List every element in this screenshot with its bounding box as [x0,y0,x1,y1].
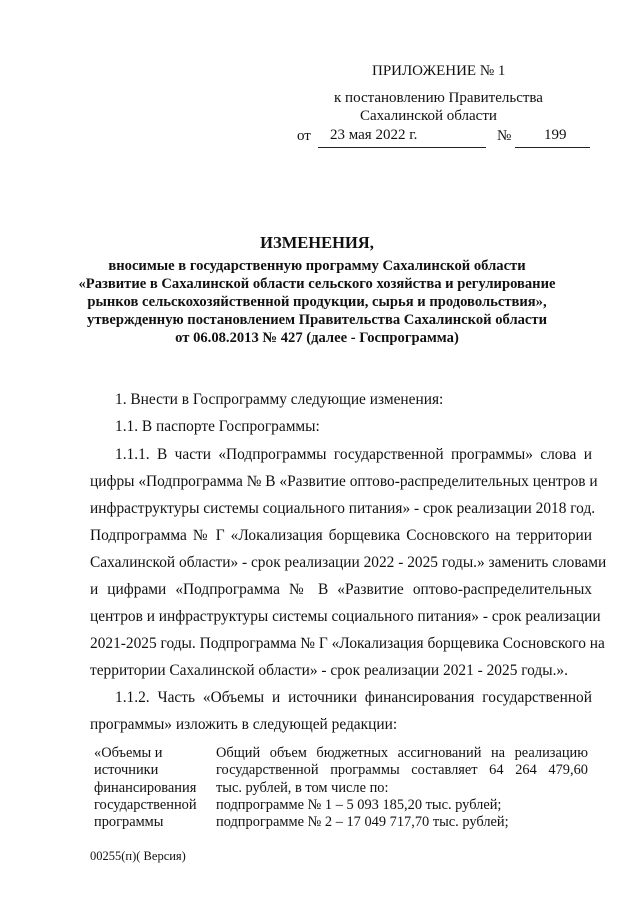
table-left-line: государственной [94,796,197,813]
date-label: от [297,128,311,144]
paragraph-line: 1.1.1. В части «Подпрограммы государственной программы» слова и [115,446,592,463]
paragraph-line: территории Сахалинской области» - срок реализации 2021 - 2025 годы.». [90,662,568,679]
table-left-cell [94,745,197,831]
table-right-cell [216,745,588,831]
title-line: «Развитие в Сахалинской области сельского хозяйства и регулирование [78,276,556,292]
title-line: рынков сельскохозяйственной продукции, сырья и продовольствия», [87,294,547,310]
table-right-line: тыс. рублей, в том числе по: [216,779,389,796]
number-underline [515,147,590,148]
table-right-line: Общий объем бюджетных ассигнований на реализацию [216,745,588,761]
table-left-line: источники [94,762,159,779]
paragraph-line: инфраструктуры системы социального питания» - срок реализации 2018 год. [90,500,596,517]
paragraph-line: 2021-2025 годы. Подпрограмма № Г «Локализация борщевика Сосновского на [90,635,605,652]
resolution-reference: к постановлению Правительства [334,90,543,106]
title-line: от 06.08.2013 № 427 (далее - Госпрограмма) [175,330,459,346]
table-right-line: подпрограмме № 1 – 5 093 185,20 тыс. рублей; [216,796,502,813]
paragraph-line: 1.1.2. Часть «Объемы и источники финансирования государственной [115,689,592,706]
table-left-line: «Объемы и [94,745,163,761]
item-1-1: 1.1. В паспорте Госпрограммы: [115,418,320,435]
item-1: 1. Внести в Госпрограмму следующие изменения: [115,391,444,408]
table-left-line: программы [94,814,164,831]
resolution-date: 23 мая 2022 г. [330,127,418,143]
paragraph-line: Подпрограмма № Г «Локализация борщевика Сосновского на территории [90,527,592,544]
table-left-line: финансирования [94,779,197,796]
paragraph-line: Сахалинской области» - срок реализации 2022 - 2025 годы.» заменить словами [90,554,607,571]
document-code: 00255(п)( Версия) [90,849,186,863]
paragraph-line: и цифрами «Подпрограмма № В «Развитие оптово-распределительных [90,581,592,598]
table-right-line: подпрограмме № 2 – 17 049 717,70 тыс. рублей; [216,814,509,831]
title-line: вносимые в государственную программу Сахалинской области [108,258,526,274]
table-right-line: государственной программы составляет 64 264 479,60 [216,762,588,779]
resolution-number: 199 [544,127,567,143]
date-underline [318,147,486,148]
paragraph-line: цифры «Подпрограмма № В «Развитие оптово-распределительных центров и [90,473,598,490]
paragraph-line: программы» изложить в следующей редакции: [90,716,398,733]
title-line: утвержденную постановлением Правительства Сахалинской области [87,312,547,328]
appendix-label: ПРИЛОЖЕНИЕ № 1 [372,63,506,79]
number-label: № [497,128,512,144]
region-name: Сахалинской области [360,108,497,124]
paragraph-line: центров и инфраструктуры системы социального питания» - срок реализации [90,608,601,625]
document-heading: ИЗМЕНЕНИЯ, [260,233,374,252]
